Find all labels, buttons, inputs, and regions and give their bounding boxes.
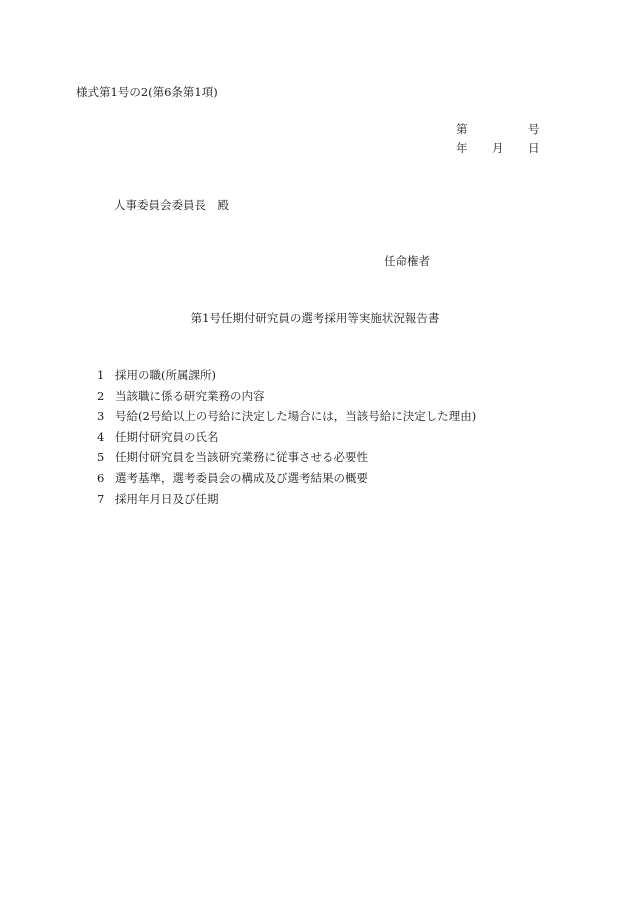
document-number-suffix: 号 — [528, 122, 540, 136]
item-text: 任期付研究員の氏名 — [115, 429, 219, 444]
item-text: 選考基準，選考委員会の構成及び選考結果の概要 — [115, 470, 368, 485]
document-number-prefix: 第 — [456, 122, 468, 136]
list-item — [97, 388, 476, 412]
item-number: 1 — [97, 368, 105, 382]
item-number: 7 — [97, 491, 105, 506]
list-item — [97, 452, 476, 473]
item-text: 当該職に係る研究業務の内容 — [115, 388, 265, 403]
item-text: 採用の職(所属課所) — [115, 368, 216, 382]
list-item — [97, 491, 476, 515]
item-number: 2 — [97, 388, 105, 403]
list-item — [97, 429, 476, 453]
item-number: 6 — [97, 470, 105, 485]
list-item — [97, 470, 476, 494]
item-number: 3 — [97, 409, 105, 424]
date-day: 日 — [528, 141, 540, 155]
date-month: 月 — [492, 141, 504, 155]
item-text: 号給(2号給以上の号給に決定した場合には，当該号給に決定した理由) — [115, 409, 477, 424]
item-text: 採用年月日及び任期 — [115, 491, 219, 506]
item-list — [97, 370, 476, 514]
list-item — [97, 370, 476, 391]
addressee: 人事委員会委員長 殿 — [114, 198, 229, 212]
form-reference: 様式第1号の2(第6条第1項) — [76, 85, 218, 99]
list-item — [97, 411, 476, 432]
item-number: 4 — [97, 429, 105, 444]
item-text: 任期付研究員を当該研究業務に従事させる必要性 — [115, 450, 368, 465]
document-title: 第1号任期付研究員の選考採用等実施状況報告書 — [190, 311, 440, 325]
sender: 任命権者 — [384, 254, 430, 268]
date-year: 年 — [456, 141, 468, 155]
item-number: 5 — [97, 450, 105, 465]
